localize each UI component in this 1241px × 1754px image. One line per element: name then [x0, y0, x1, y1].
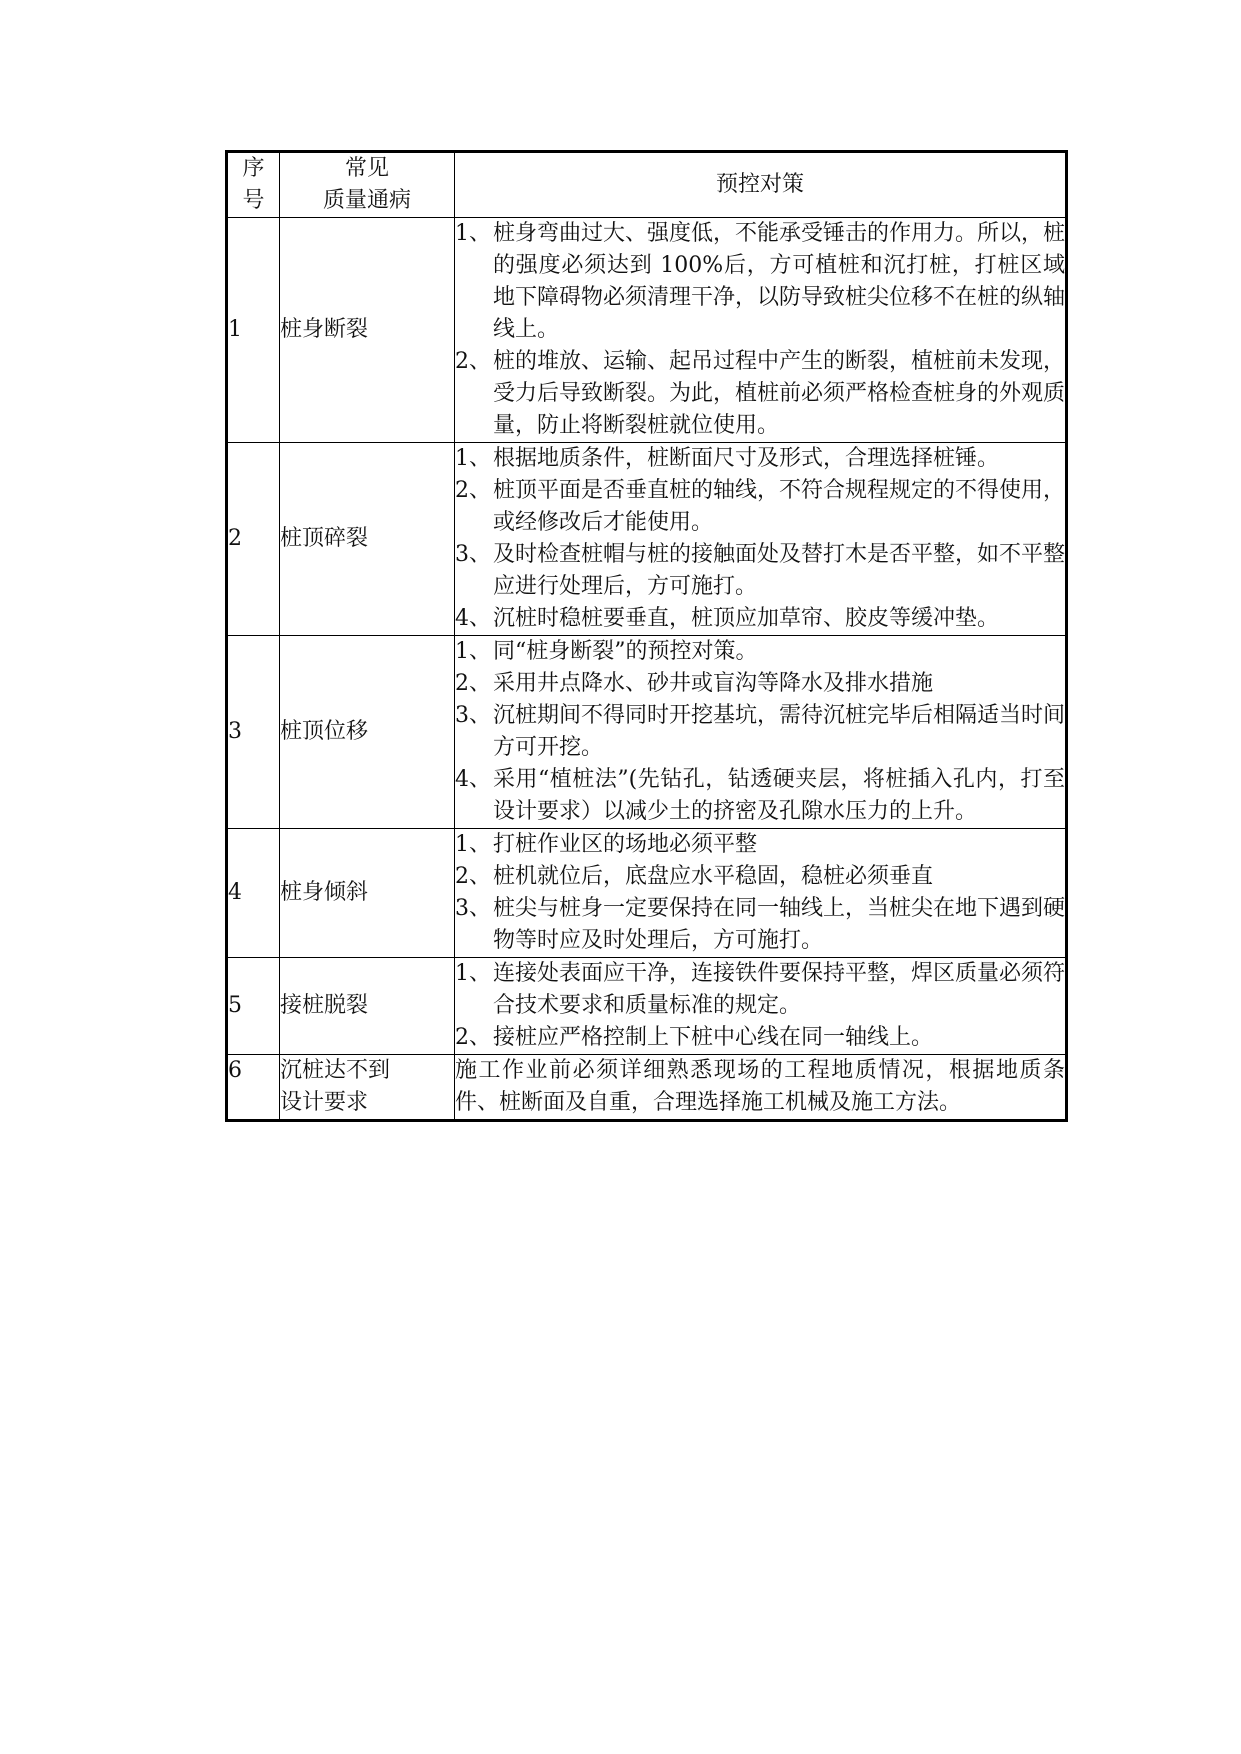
- row-problem: [280, 443, 455, 636]
- measure-text: 沉桩期间不得同时开挖基坑，需待沉桩完毕后相隔适当时间方可开挖。: [493, 703, 1066, 760]
- row-problem-text: 桩顶碎裂: [280, 526, 369, 551]
- measure-text: 桩顶平面是否垂直桩的轴线，不符合规程规定的不得使用，或经修改后才能使用。: [493, 478, 1066, 535]
- measure-text: 连接处表面应干净，连接铁件要保持平整，焊区质量必须符合技术要求和质量标准的规定。: [493, 961, 1066, 1018]
- measure-text: 同“桩身断裂”的预控对策。: [493, 639, 758, 664]
- measure-text: 采用“植桩法”(先钻孔，钻透硬夹层，将桩插入孔内，打至设计要求）以减少土的挤密及孔隙水压力的上升。: [493, 767, 1065, 824]
- measure-item: [455, 668, 1065, 700]
- row-problem: [280, 829, 455, 958]
- row-measures: [455, 218, 1067, 443]
- measure-number: 1、: [455, 221, 491, 246]
- measure-number: 1、: [455, 639, 491, 664]
- measure-number: 2、: [455, 349, 491, 374]
- row-problem-line-2: 设计要求: [280, 1090, 369, 1115]
- row-measures: [455, 636, 1067, 829]
- table-row: [227, 443, 1067, 636]
- table-row: [227, 636, 1067, 829]
- table-row: [227, 1055, 1067, 1121]
- row-problem: [280, 1055, 455, 1121]
- measure-item: [455, 861, 1065, 893]
- row-measures: [455, 1055, 1067, 1121]
- measure-item: [455, 443, 1065, 475]
- measure-text: 桩身弯曲过大、强度低，不能承受锤击的作用力。所以，桩的强度必须达到 100%后，方可植桩和沉打桩，打桩区域地下障碍物必须清理干净，以防导致桩尖位移不在桩的纵轴线上。: [493, 221, 1066, 342]
- row-seq: 3: [227, 636, 280, 829]
- measure-number: 1、: [455, 961, 491, 986]
- measure-number: 3、: [455, 896, 491, 921]
- measure-text: 打桩作业区的场地必须平整: [493, 832, 758, 857]
- measure-text: 桩尖与桩身一定要保持在同一轴线上，当桩尖在地下遇到硬物等时应及时处理后，方可施打。: [493, 896, 1066, 953]
- measure-item: [455, 958, 1065, 1022]
- row-problem-text: 桩顶位移: [280, 719, 369, 744]
- table-row: [227, 829, 1067, 958]
- row-seq: 5: [227, 958, 280, 1055]
- measure-number: 3、: [455, 703, 491, 728]
- header-measures: 预控对策: [455, 152, 1067, 218]
- header-seq-line-1: 序: [242, 156, 265, 181]
- measure-item: [455, 829, 1065, 861]
- row-problem-text: 桩身倾斜: [280, 880, 369, 905]
- measure-item: [455, 346, 1065, 442]
- measure-number: 3、: [455, 542, 491, 567]
- header-seq-line-2: 号: [242, 188, 265, 213]
- measure-number: 1、: [455, 832, 491, 857]
- measure-text: 采用井点降水、砂井或盲沟等降水及排水措施: [493, 671, 934, 696]
- measure-text: 接桩应严格控制上下桩中心线在同一轴线上。: [493, 1025, 934, 1050]
- measure-item: [455, 636, 1065, 668]
- row-problem: [280, 636, 455, 829]
- measure-number: 2、: [455, 1025, 491, 1050]
- measure-item: [455, 893, 1065, 957]
- row-measures: [455, 829, 1067, 958]
- measure-item: [455, 700, 1065, 764]
- measure-item: [455, 1022, 1065, 1054]
- table-header-row: [227, 152, 1067, 218]
- row-seq: 6: [227, 1055, 280, 1121]
- row-seq: 4: [227, 829, 280, 958]
- measure-item: [455, 603, 1065, 635]
- row-problem-text: 接桩脱裂: [280, 993, 369, 1018]
- header-problem-line-2: 质量通病: [322, 188, 411, 213]
- measure-text: 及时检查桩帽与桩的接触面处及替打木是否平整，如不平整应进行处理后，方可施打。: [493, 542, 1066, 599]
- header-problem: [280, 152, 455, 218]
- measure-number: 2、: [455, 478, 491, 503]
- measure-text: 桩机就位后，底盘应水平稳固，稳桩必须垂直: [493, 864, 934, 889]
- measure-text: 沉桩时稳桩要垂直，桩顶应加草帘、胶皮等缓冲垫。: [493, 606, 1000, 631]
- row-problem-line-1: 沉桩达不到: [280, 1058, 391, 1083]
- measure-item: [455, 539, 1065, 603]
- measure-text: 根据地质条件，桩断面尺寸及形式，合理选择桩锤。: [493, 446, 1000, 471]
- row-measures: [455, 443, 1067, 636]
- table-row: [227, 218, 1067, 443]
- row-problem: [280, 958, 455, 1055]
- row-problem-text: 桩身断裂: [280, 317, 369, 342]
- row-seq: 1: [227, 218, 280, 443]
- header-problem-line-1: 常见: [344, 156, 389, 181]
- measure-number: 4、: [455, 606, 491, 631]
- quality-control-table: [225, 150, 1068, 1122]
- measure-number: 4、: [455, 767, 491, 792]
- measure-number: 2、: [455, 671, 491, 696]
- measure-text: 桩的堆放、运输、起吊过程中产生的断裂，植桩前未发现，受力后导致断裂。为此，植桩前必须严格检查桩身的外观质量，防止将断裂桩就位使用。: [493, 349, 1066, 438]
- header-seq: [227, 152, 280, 218]
- table-row: [227, 958, 1067, 1055]
- row-seq: 2: [227, 443, 280, 636]
- row-measures: [455, 958, 1067, 1055]
- row-problem: [280, 218, 455, 443]
- measure-number: 2、: [455, 864, 491, 889]
- measure-item: [455, 475, 1065, 539]
- measure-text: 施工作业前必须详细熟悉现场的工程地质情况，根据地质条件、桩断面及自重，合理选择施工机械及施工方法。: [455, 1058, 1065, 1115]
- measure-item: [455, 218, 1065, 346]
- measure-number: 1、: [455, 446, 491, 471]
- measure-item: [455, 764, 1065, 828]
